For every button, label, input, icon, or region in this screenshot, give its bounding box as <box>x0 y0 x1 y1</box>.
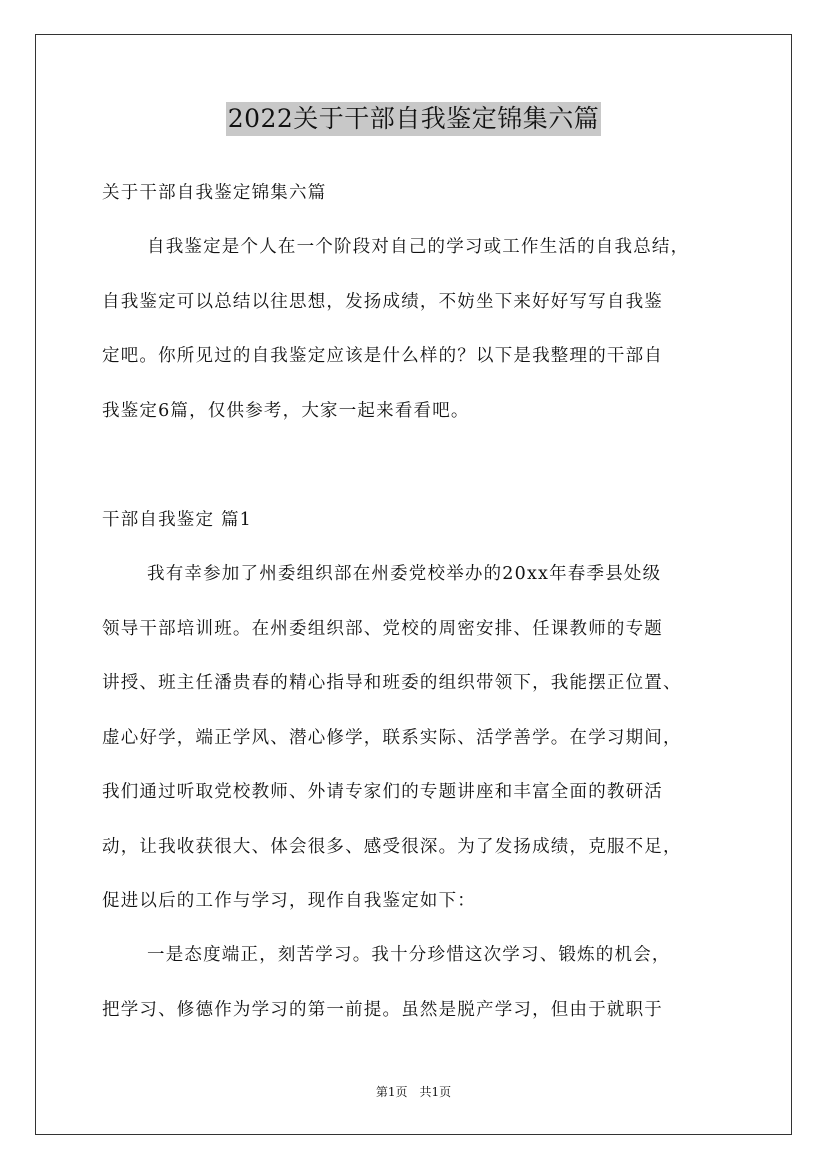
intro-line-4: 我鉴定6篇，仅供参考，大家一起来看看吧。 <box>102 401 470 421</box>
subtitle: 关于干部自我鉴定锦集六篇 <box>102 183 327 203</box>
page-number: 第1页 共1页 <box>375 1085 452 1099</box>
para2-line-1: 一是态度端正，刻苦学习。我十分珍惜这次学习、锻炼的机会， <box>147 945 671 965</box>
intro-line-3: 定吧。你所见过的自我鉴定应该是什么样的？以下是我整理的干部自 <box>102 346 663 366</box>
para1-line-5: 我们通过听取党校教师、外请专家们的专题讲座和丰富全面的教研活 <box>102 782 663 802</box>
para2-line-2: 把学习、修德作为学习的第一前提。虽然是脱产学习，但由于就职于 <box>102 1000 663 1020</box>
intro-line-1: 自我鉴定是个人在一个阶段对自己的学习或工作生活的自我总结， <box>147 237 690 257</box>
para1-line-1: 我有幸参加了州委组织部在州委党校举办的20xx年春季县处级 <box>147 564 662 584</box>
document-title-text: 2022关于干部自我鉴定锦集六篇 <box>226 102 602 136</box>
para1-line-4: 虚心好学，端正学风、潜心修学，联系实际、活学善学。在学习期间， <box>102 728 682 748</box>
intro-line-2: 自我鉴定可以总结以往思想，发扬成绩，不妨坐下来好好写写自我鉴 <box>102 292 663 312</box>
section-heading: 干部自我鉴定 篇1 <box>102 510 252 530</box>
para1-line-3: 讲授、班主任潘贵春的精心指导和班委的组织带领下，我能摆正位置、 <box>102 673 682 693</box>
document-title <box>0 102 827 136</box>
para1-line-6: 动，让我收获很大、体会很多、感受很深。为了发扬成绩，克服不足， <box>102 837 682 857</box>
para1-line-7: 促进以后的工作与学习，现作自我鉴定如下： <box>102 891 476 911</box>
para1-line-2: 领导干部培训班。在州委组织部、党校的周密安排、任课教师的专题 <box>102 619 663 639</box>
